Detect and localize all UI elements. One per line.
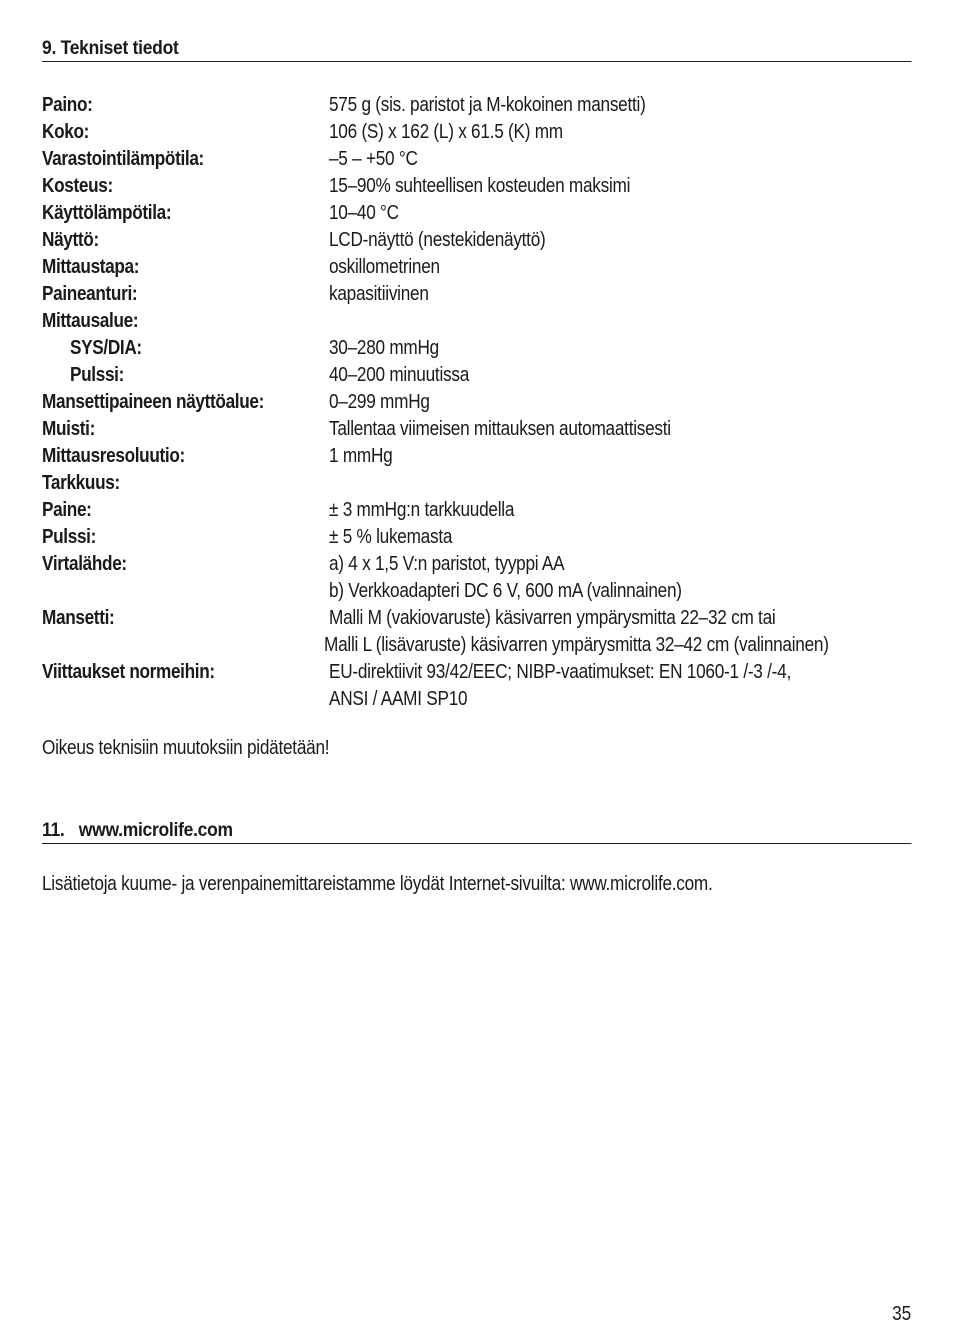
document-page <box>42 0 911 1344</box>
spec-row <box>42 146 911 173</box>
spec-label: SYS/DIA: <box>70 337 142 359</box>
spec-value: a) 4 x 1,5 V:n paristot, tyyppi AA <box>329 553 565 575</box>
spec-label: Varastointilämpötila: <box>42 148 204 170</box>
website-info-text: Lisätietoja kuume- ja verenpainemittareistamme löydät Internet-sivuilta: www.microlife.com. <box>42 873 713 895</box>
spec-label: Mittaustapa: <box>42 256 140 278</box>
spec-label: Käyttölämpötila: <box>42 202 172 224</box>
spec-row <box>42 200 911 227</box>
spec-label: Paine: <box>42 499 92 521</box>
spec-row <box>42 605 911 632</box>
spec-value: ± 3 mmHg:n tarkkuudella <box>329 499 515 521</box>
section-heading-website <box>42 820 911 844</box>
spec-value: b) Verkkoadapteri DC 6 V, 600 mA (valinnainen) <box>329 580 682 602</box>
spec-value: ± 5 % lukemasta <box>329 526 453 548</box>
spec-label: Viittaukset normeihin: <box>42 661 215 683</box>
spec-label: Kosteus: <box>42 175 113 197</box>
spec-label: Mittausresoluutio: <box>42 445 185 467</box>
section-number: 11. <box>42 820 65 841</box>
spec-row <box>42 254 911 281</box>
page-number <box>889 1303 911 1326</box>
spec-row <box>42 470 911 497</box>
spec-value: 40–200 minuutissa <box>329 364 470 386</box>
spec-value: kapasitiivinen <box>329 283 429 305</box>
spec-label: Muisti: <box>42 418 96 440</box>
spec-label: Koko: <box>42 121 90 143</box>
spec-row <box>42 686 911 713</box>
section-title: www.microlife.com <box>78 820 233 841</box>
spec-label: Mittausalue: <box>42 310 139 332</box>
spec-row <box>42 335 911 362</box>
spec-row <box>42 497 911 524</box>
spec-row <box>42 659 911 686</box>
spec-row <box>42 173 911 200</box>
spec-row <box>42 227 911 254</box>
spec-row <box>42 416 911 443</box>
changes-notice <box>42 737 376 760</box>
spec-label: Mansettipaineen näyttöalue: <box>42 391 265 413</box>
spec-value: 1 mmHg <box>329 445 393 467</box>
spec-value: ANSI / AAMI SP10 <box>329 688 468 710</box>
spec-row <box>42 443 911 470</box>
spec-label: Mansetti: <box>42 607 115 629</box>
spec-row <box>42 281 911 308</box>
spec-row <box>42 92 911 119</box>
spec-label: Pulssi: <box>70 364 124 386</box>
spec-label: Paino: <box>42 94 93 116</box>
spec-row <box>42 578 911 605</box>
spec-value: –5 – +50 °C <box>329 148 418 170</box>
spec-value: 30–280 mmHg <box>329 337 439 359</box>
spec-row <box>42 389 911 416</box>
spec-row <box>42 551 911 578</box>
spec-row <box>42 524 911 551</box>
spec-value: EU-direktiivit 93/42/EEC; NIBP-vaatimukset: EN 1060-1 /-3 /-4, <box>329 661 791 683</box>
page-number-text: 35 <box>891 1303 911 1325</box>
spec-value: 15–90% suhteellisen kosteuden maksimi <box>329 175 631 197</box>
spec-table <box>42 92 911 713</box>
spec-row <box>42 119 911 146</box>
changes-notice-text: Oikeus teknisiin muutoksiin pidätetään! <box>42 737 330 759</box>
spec-value: Tallentaa viimeisen mittauksen automaattisesti <box>329 418 671 440</box>
section-heading-technical-data <box>42 38 911 62</box>
spec-value: 575 g (sis. paristot ja M-kokoinen mansetti) <box>329 94 646 116</box>
spec-value: oskillometrinen <box>329 256 440 278</box>
spec-label: Pulssi: <box>42 526 96 548</box>
spec-row <box>42 308 911 335</box>
section-heading-text: 9. Tekniset tiedot <box>42 38 179 59</box>
spec-value: Malli L (lisävaruste) käsivarren ympärysmitta 32–42 cm (valinnainen) <box>324 634 829 656</box>
spec-value: 10–40 °C <box>329 202 399 224</box>
spec-value: 106 (S) x 162 (L) x 61.5 (K) mm <box>329 121 563 143</box>
spec-label: Tarkkuus: <box>42 472 120 494</box>
spec-row <box>42 632 911 659</box>
spec-label: Näyttö: <box>42 229 99 251</box>
spec-value: 0–299 mmHg <box>329 391 430 413</box>
spec-value: Malli M (vakiovaruste) käsivarren ympärysmitta 22–32 cm tai <box>329 607 776 629</box>
spec-row <box>42 362 911 389</box>
spec-label: Virtalähde: <box>42 553 127 575</box>
spec-value: LCD-näyttö (nestekidenäyttö) <box>329 229 546 251</box>
spec-label: Paineanturi: <box>42 283 138 305</box>
website-info-paragraph <box>42 873 822 896</box>
